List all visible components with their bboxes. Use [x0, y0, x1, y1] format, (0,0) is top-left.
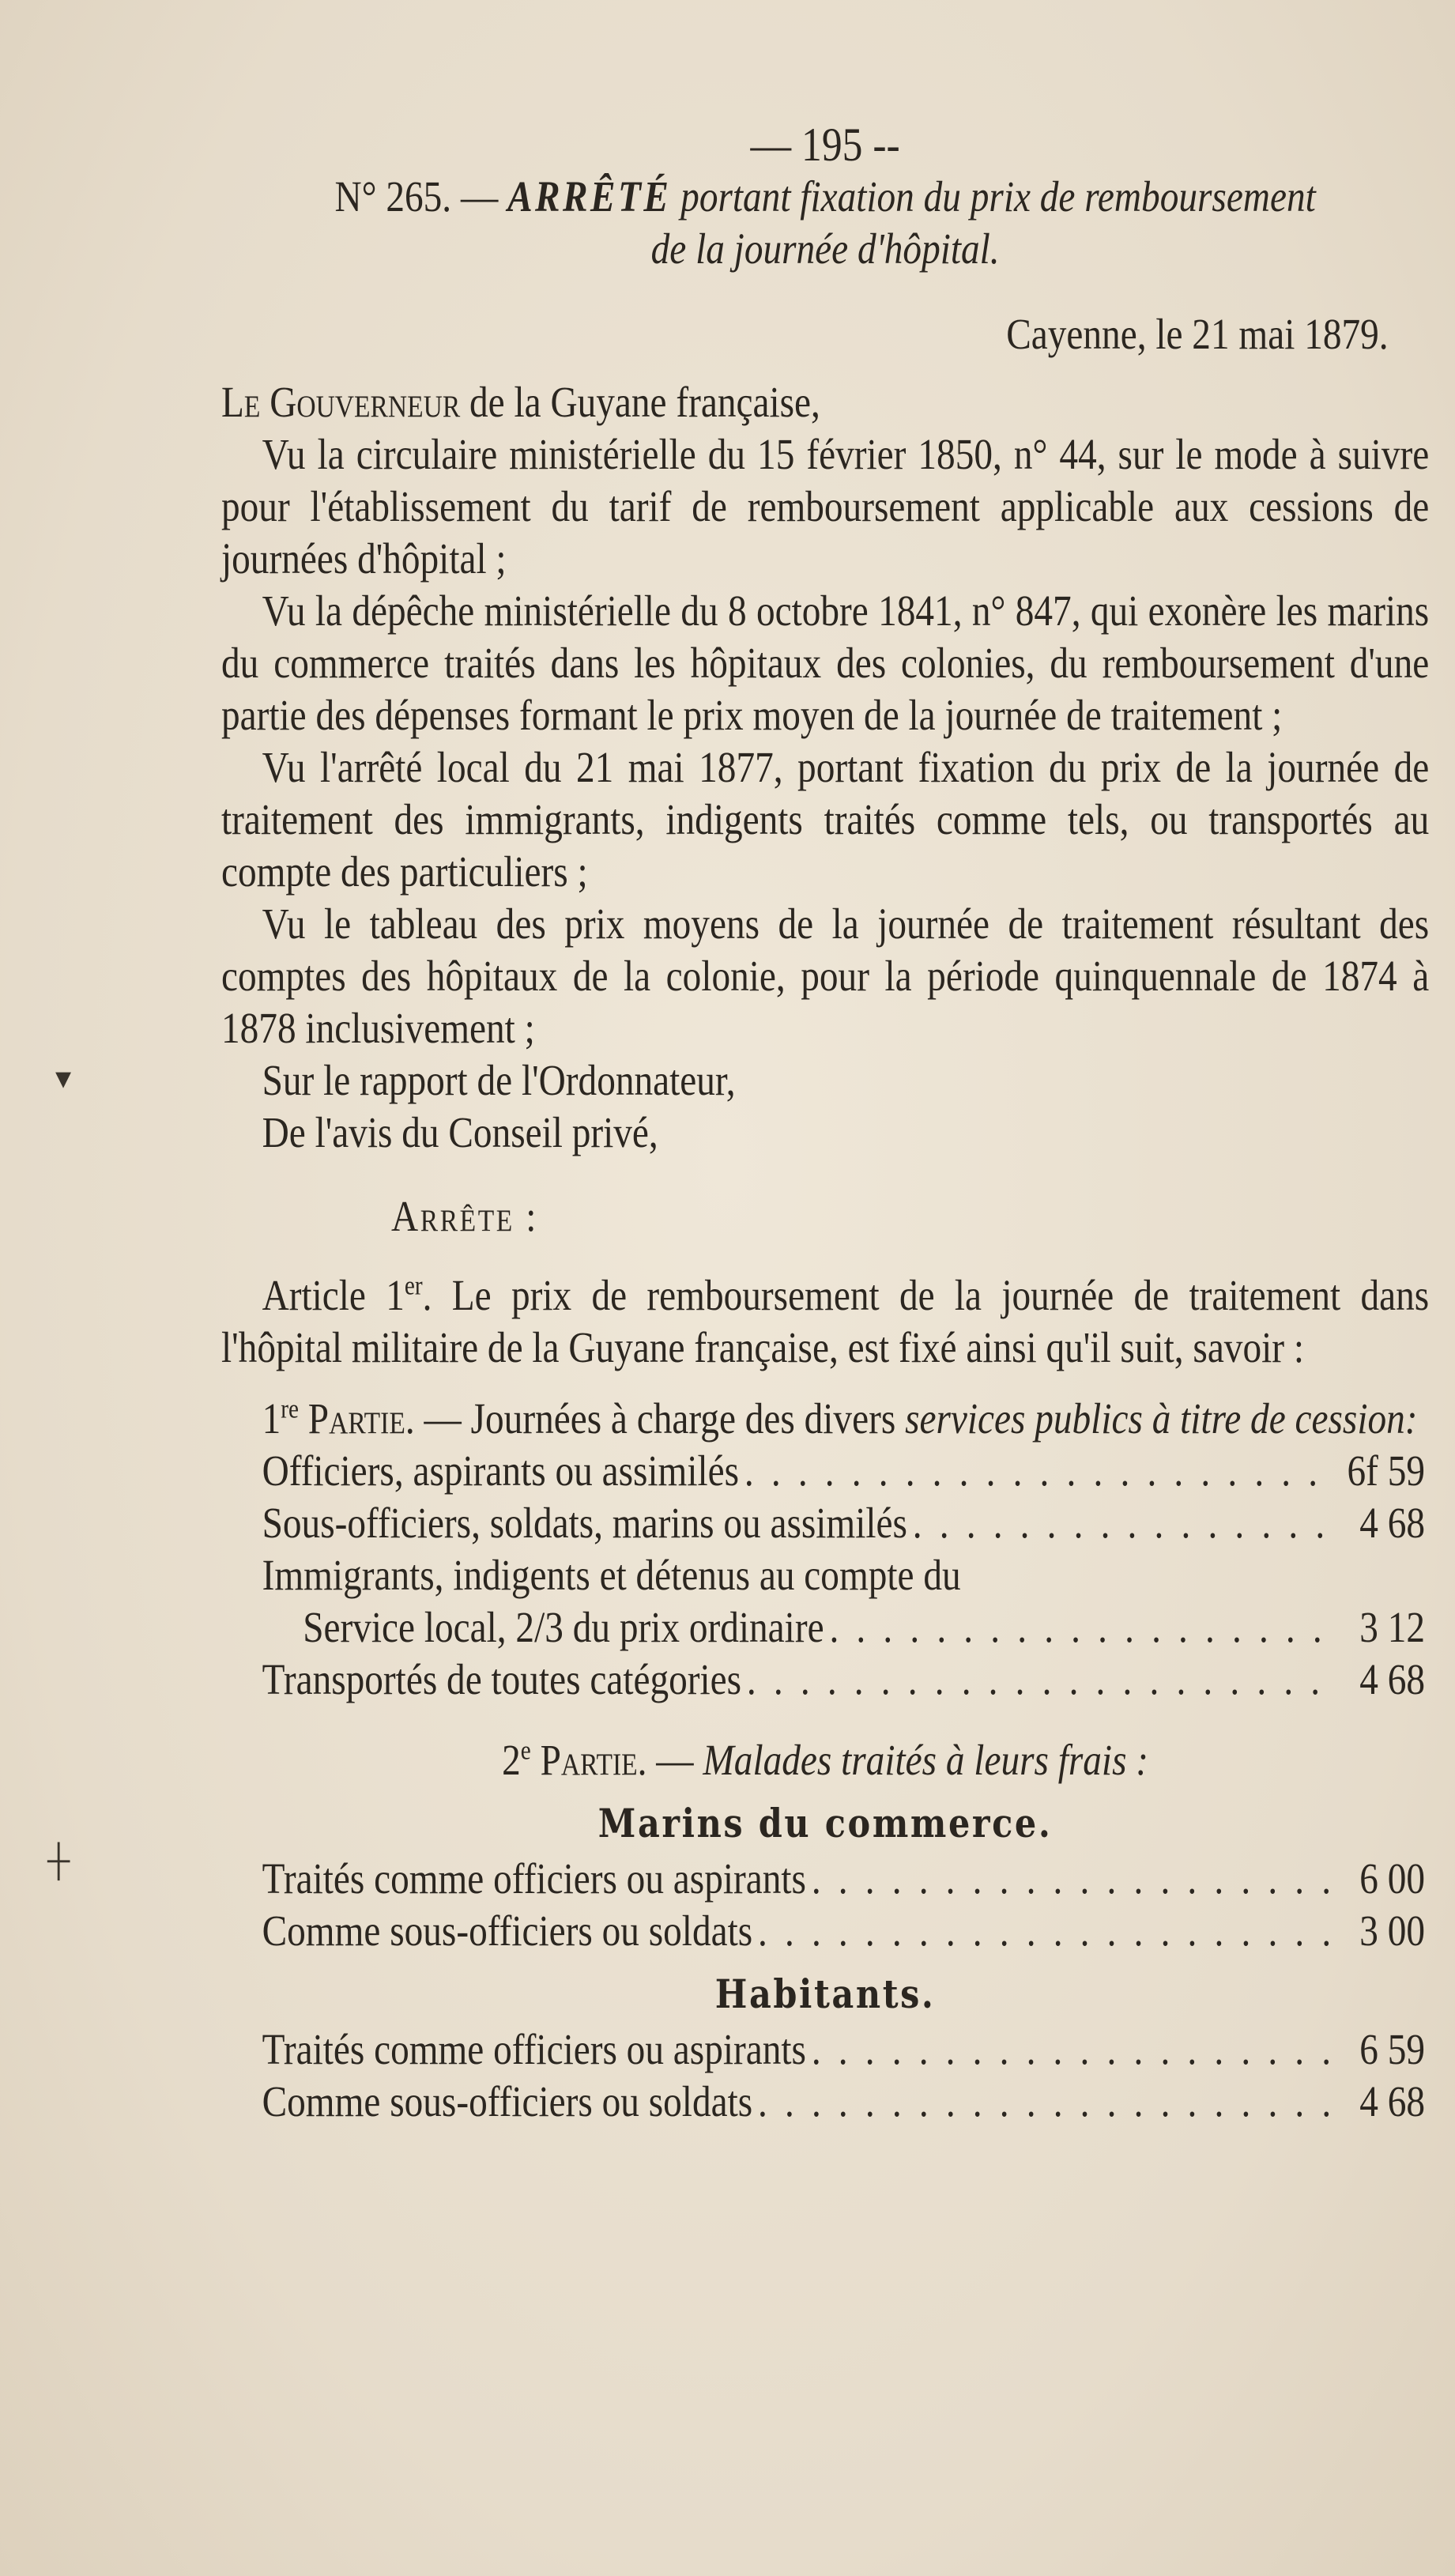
tariff-row: Officiers, aspirants ou assimilés . . . 6f 59: [262, 1445, 1430, 1497]
consideration-3: Vu l'arrêté local du 21 mai 1877, portant fixation du prix de la journée de traitement des immigrants, indigents traités comme tels, ou transportés au compte des particuliers ;: [221, 743, 1430, 896]
tariff-row: Service local, 2/3 du prix ordinaire . . . 3 12: [303, 1601, 1429, 1654]
consideration-1: Vu la circulaire ministérielle du 15 février 1850, n° 44, sur le mode à suivre pour l'établissement du tarif de remboursement applicable aux cessions de journées d'hôpital ;: [221, 430, 1430, 583]
article-1: Article 1er. Le prix de remboursement de la journée de traitement dans l'hôpital militaire de la Guyane française, est fixé ainsi qu'il suit, savoir :: [221, 1271, 1430, 1371]
decree-number: N° 265. —: [334, 172, 499, 221]
consideration-5: Sur le rapport de l'Ordonnateur,: [262, 1056, 736, 1104]
decree-type: ARRÊTÉ: [507, 172, 672, 221]
consideration-4: Vu le tableau des prix moyens de la journée de traitement résultant des comptes des hôpitaux de la colonie, pour la période quinquennale de 1874 à 1878 inclusivement ;: [221, 900, 1430, 1052]
habitants-heading: Habitants.: [714, 1971, 936, 2017]
consideration-2: Vu la dépêche ministérielle du 8 octobre 1841, n° 847, qui exonère les marins du commerce traités dans les hôpitaux des colonies, du remboursement d'une partie des dépenses formant le prix moyen de la journée de traitement ;: [221, 586, 1430, 739]
part-2-heading: 2e Partie. — Malades traités à leurs frais :: [502, 1736, 1149, 1784]
tariff-row: Traités comme officiers ou aspirants . . . 6 00: [262, 1853, 1430, 1905]
tariff-row: Sous-officiers, soldats, marins ou assimilés . . . 4 68: [262, 1497, 1430, 1549]
part-1-heading: 1re Partie. — Journées à charge des divers services publics à titre de cession:: [262, 1394, 1418, 1443]
title-line2: de la journée d'hôpital.: [650, 224, 1000, 273]
title-line1: portant fixation du prix de remboursement: [680, 172, 1316, 221]
governor-line: Le Gouverneur de la Guyane française,: [221, 378, 820, 426]
tariff-row: Comme sous-officiers ou soldats . . . 4 68: [262, 2076, 1430, 2128]
tariff-row: Traités comme officiers ou aspirants . . . 6 59: [262, 2023, 1430, 2076]
arrete-heading: Arrête :: [391, 1192, 538, 1240]
marins-heading: Marins du commerce.: [597, 1800, 1053, 1846]
page-number: — 195 --: [750, 119, 900, 171]
decree-date: Cayenne, le 21 mai 1879.: [1006, 310, 1389, 358]
margin-tick-icon: ┼: [47, 1842, 70, 1878]
immigrants-line1: Immigrants, indigents et détenus au compte du: [262, 1551, 961, 1599]
document-body: [221, 119, 1429, 2128]
tariff-row: Transportés de toutes catégories . . . 4 68: [262, 1654, 1430, 1706]
margin-mark-icon: ▾: [55, 1060, 72, 1096]
consideration-6: De l'avis du Conseil privé,: [262, 1108, 658, 1156]
decree-title: [221, 171, 1429, 275]
tariff-row: Comme sous-officiers ou soldats . . . 3 00: [262, 1905, 1430, 1957]
